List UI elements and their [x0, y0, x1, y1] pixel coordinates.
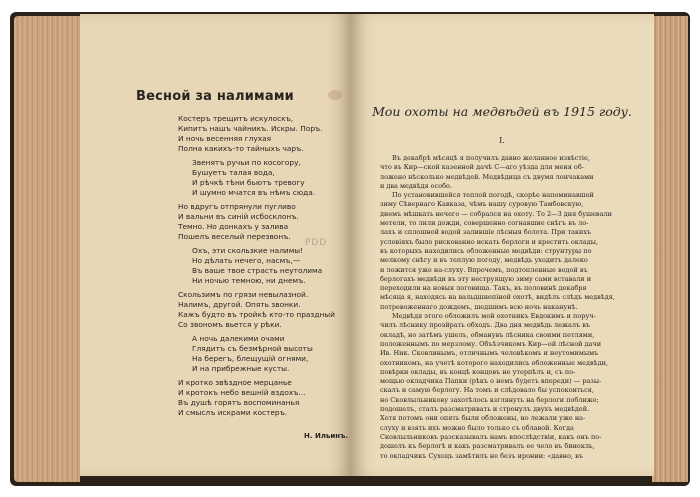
poem-stanza: [178, 158, 348, 198]
poem-stanza: [178, 114, 348, 154]
poem: [178, 114, 348, 422]
poem-line: Костеръ трещитъ искулоскъ,: [178, 114, 294, 123]
prose-line: зиму Сѣвернаго Кавказа, чѣмъ нашу суровую Тамбовскую,: [380, 200, 584, 209]
prose-line: что въ Кир—ской казенной дачѣ С—аго уѣзда для меня об-: [380, 163, 584, 172]
prose-line: дошелъ къ берлогѣ и какъ разсматривалъ ее чело въ бинокль,: [380, 442, 595, 451]
prose-line: лахъ и сплошной водой залившіе лѣсныя болота. При такихъ: [380, 228, 592, 237]
poem-title: Весной за налимами: [136, 89, 294, 104]
prose-line: то окладчикъ Сухоцъ замѣтилъ не безъ иронии: «давно, въ: [380, 451, 583, 460]
poem-line: Скользимъ по грязи невылазной.: [178, 290, 309, 299]
poem-line: Кипитъ нашъ чайникъ. Искры. Поръ.: [178, 124, 323, 133]
poem-line: Бушуетъ талая вода,: [192, 168, 275, 177]
poem-stanza: [178, 290, 348, 330]
poem-stanza: [178, 202, 348, 242]
poem-line: Кажъ будто въ тройкѣ кто-то праздный: [178, 310, 335, 319]
poem-line: Налимъ, другой. Опять звонки.: [178, 300, 301, 309]
prose-line: ложено нѣсколько медвѣдей. Медвѣдица съ двумя лончаками: [380, 172, 594, 181]
poem-stanza: [178, 378, 348, 418]
chapter-title: Мои охоты на медвѣдей въ 1915 году.: [372, 104, 632, 119]
prose-line: мѣсяца я, находясь на вальдшнепіной охотѣ, видѣлъ слѣдъ медвѣдя,: [380, 293, 615, 302]
prose-line: повѣрки оклады, въ концѣ концовъ не утерпѣлъ и, съ по-: [380, 367, 576, 376]
prose-line: мелкому снѣгу и въ теплую погоду, медвѣдь уходитъ далеко: [380, 256, 588, 265]
prose-line: скалъ и самую берлогу. На томъ и слѣдовало бы успокоиться,: [380, 386, 594, 395]
prose-line: чилъ лѣснику проэйрать обходъ. Два дня медвѣдь лежалъ въ: [380, 321, 590, 330]
prose-line: и два медвѣдя особо.: [380, 181, 453, 190]
prose-line: По установившейся теплой погодѣ, скорѣе напоминавшей: [392, 191, 594, 200]
prose-line: окладѣ, но затѣмъ ушелъ, обманувъ лѣсника своими петлями,: [380, 330, 595, 339]
prose-line: мощью окладчика Папки (рѣкъ о немъ будетъ впереди) — разы-: [380, 377, 602, 386]
prose-line: но Сковлыльникову захотѣлось взглянуть на берлоги поближе;: [380, 395, 599, 404]
poem-line: Въ ваше твое страсть неутолима: [192, 266, 323, 275]
poem-line: И рѣчкѣ тѣни бьютъ тревогу: [192, 178, 305, 187]
poem-stanza: [178, 246, 348, 286]
prose-line: положеннымъ по мерзлому. Объѣзчикомъ Кир—ой лѣсной дачи: [380, 339, 602, 348]
poem-line: А ночь далекими очами: [192, 334, 285, 343]
poem-line: Но дѣлать нечего, насмъ,—: [192, 256, 301, 265]
prose-line: и ложится уже на-слуху. Впрочемъ, подтопленные водой въ: [380, 265, 588, 274]
prose-line: Сковлыльниковъ разсказывалъ намъ впослѣдствіи, какъ онъ по-: [380, 432, 602, 441]
prose-text: [380, 154, 642, 461]
poem-line: И на прибрежные кусты.: [192, 364, 290, 373]
prose-line: слуху и взять ихъ можно было только съ облавой. Когда: [380, 423, 574, 432]
poem-line: Охъ, эти скользкие налимы!: [192, 246, 304, 255]
poem-line: И кротко звѣздное мерцанье: [178, 378, 292, 387]
prose-line: Въ декабрѣ мѣсяцѣ я получилъ давно желанное извѣстіе,: [392, 154, 590, 162]
prose-line: метели, то лили дожди, совершенно согнавшие снѣгъ въ ло-: [380, 219, 589, 228]
poem-line: На берегъ, блещущій огнями,: [192, 354, 309, 363]
poem-line: Въ душѣ горятъ воспоминанья: [178, 398, 300, 407]
prose-line: подошелъ, сталъ разсматривать и стронулъ двухъ медвѣдей.: [380, 405, 590, 414]
poem-line: Но вдругъ отпрянули пугливо: [178, 202, 296, 211]
poem-line: Глядитъ съ безмѣрной высоты: [192, 344, 313, 353]
poem-line: Полна какихъ-то тайныхъ чаръ.: [178, 144, 304, 153]
poem-line: Ни ночью темною, ни днемъ.: [192, 276, 306, 285]
prose-line: Медвѣдя этого обложилъ мой охотникъ Евдокимъ и поруч-: [392, 312, 596, 321]
poem-line: И смыслъ искрами костеръ.: [178, 408, 288, 417]
section-number: I.: [499, 136, 505, 145]
left-page-edges: [14, 16, 80, 482]
poem-line: Темно. Но донкахъ у залива: [178, 222, 289, 231]
prose-line: Хотя потомъ они опять были обложены, но лежали уже на-: [380, 414, 586, 423]
prose-line: днемъ мѣшкать нечего — собрался на охоту. То 2—3 дня бушевали: [380, 209, 612, 218]
poem-line: И вальни въ синій исбосклонъ.: [178, 212, 299, 221]
prose-line: въ которыхъ находились обложенные медвѣди: струнтуры по: [380, 246, 592, 255]
prose-line: Ив. Ник. Сковлинымъ, отличнымъ человѣкомъ и неутомимымъ: [380, 349, 599, 358]
right-page-edges: [652, 16, 688, 482]
poem-line: Звенятъ ручьи по косогору,: [192, 158, 301, 167]
poem-line: И ночь весенняя глухая: [178, 134, 272, 143]
prose-line: потревоженнаго дождемъ, шедшимъ всю ночь наканунѣ.: [380, 302, 578, 311]
poem-line: Со звономъ вьется у рѣки.: [178, 320, 282, 329]
poem-line: Пошелъ веселый перезвонъ.: [178, 232, 291, 241]
page-stain: [328, 90, 342, 100]
watermark: PDD: [305, 238, 328, 248]
prose-line: берлогахъ медвѣди въ эту неструящую зиму сами вставали и: [380, 274, 592, 283]
right-page: [350, 14, 654, 476]
prose-line: условіяхъ было рискованно искать берлоги и крестить оклады,: [380, 237, 599, 246]
prose-line: переходили на новыя логовища. Такъ, въ половинѣ декабря: [380, 284, 587, 293]
poem-line: И шумно мчатся въ нѣмъ сюда.: [192, 188, 316, 197]
poem-stanza: [178, 334, 348, 374]
prose-line: охотникомъ, на учетѣ которого находились обложенные медвѣди,: [380, 358, 608, 367]
poem-author: Н. Ильинъ.: [304, 432, 349, 440]
poem-line: И кротокъ небо вешній вздохъ...: [178, 388, 306, 397]
